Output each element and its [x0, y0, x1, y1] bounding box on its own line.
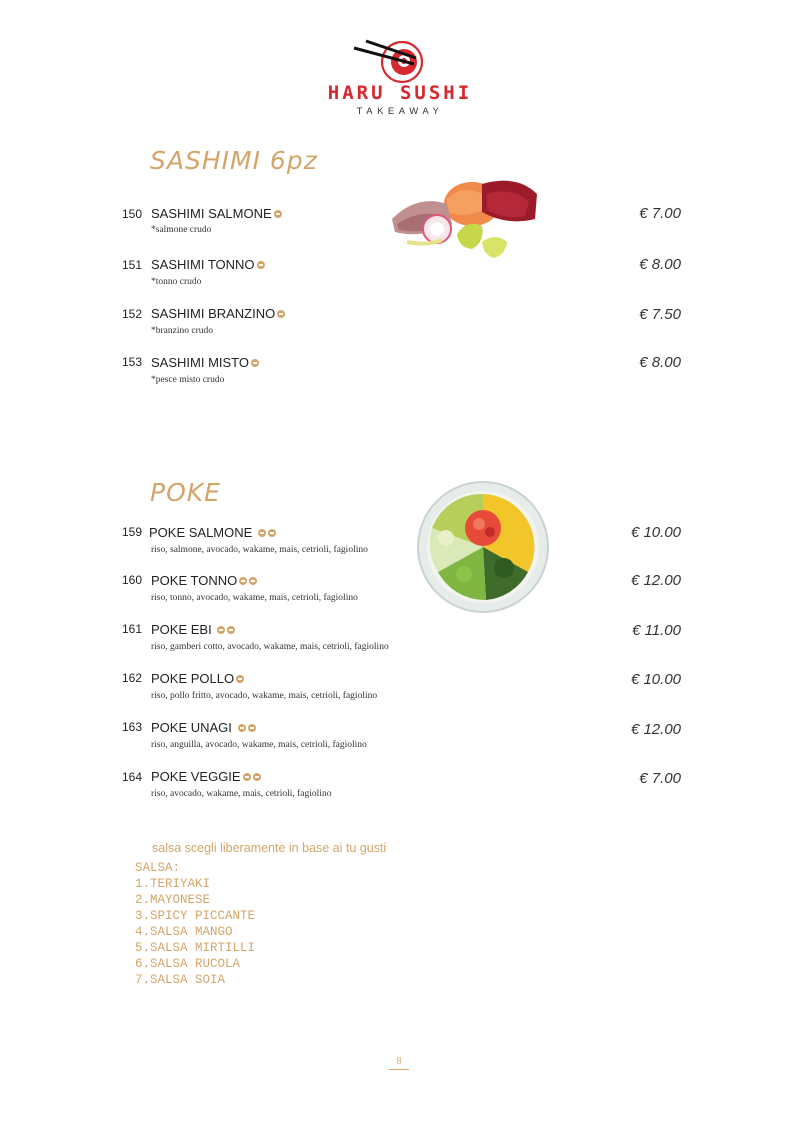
- item-price: € 8.00: [639, 354, 681, 371]
- item-number: 152: [122, 307, 143, 321]
- page-number: 8: [389, 1056, 409, 1070]
- item-number: 160: [122, 573, 143, 587]
- section-title-sashimi: SASHIMI 6pz: [150, 146, 318, 175]
- raw-icon: [274, 210, 282, 218]
- item-price: € 11.00: [632, 622, 681, 639]
- item-price: € 7.50: [639, 306, 681, 323]
- raw-icon: [277, 310, 285, 318]
- item-description: *salmone crudo: [151, 225, 212, 235]
- item-description: riso, salmone, avocado, wakame, mais, cetrioli, fagiolino: [151, 545, 368, 555]
- item-number: 150: [122, 207, 143, 221]
- item-number: 153: [122, 355, 143, 369]
- item-name: SASHIMI MISTO: [151, 355, 259, 370]
- item-description: *tonno crudo: [151, 277, 202, 287]
- raw-icon: [251, 359, 259, 367]
- item-description: riso, gamberi cotto, avocado, wakame, mais, cetrioli, fagiolino: [151, 642, 389, 652]
- item-name: SASHIMI SALMONE: [151, 206, 282, 221]
- item-number: 159: [122, 525, 143, 539]
- item-number: 161: [122, 622, 143, 636]
- item-description: riso, tonno, avocado, wakame, mais, cetrioli, fagiolino: [151, 593, 358, 603]
- salsa-option: 5.SALSA MIRTILLI: [135, 941, 256, 955]
- section-title-poke: POKE: [150, 478, 221, 507]
- item-description: *branzino crudo: [151, 326, 213, 336]
- salsa-option: 7.SALSA SOIA: [135, 973, 226, 987]
- item-name: POKE VEGGIE: [151, 769, 261, 784]
- raw-icon: [238, 724, 246, 732]
- item-description: riso, anguilla, avocado, wakame, mais, cetrioli, fagiolino: [151, 740, 367, 750]
- gluten-icon: [227, 626, 235, 634]
- gluten-icon: [248, 724, 256, 732]
- item-price: € 10.00: [630, 671, 681, 688]
- gluten-icon: [249, 577, 257, 585]
- item-description: *pesce misto crudo: [151, 375, 225, 385]
- salsa-option: 1.TERIYAKI: [135, 877, 211, 891]
- raw-icon: [239, 577, 247, 585]
- item-name: POKE SALMONE: [149, 525, 276, 540]
- salsa-option: 2.MAYONESE: [135, 893, 211, 907]
- item-price: € 10.00: [630, 524, 681, 541]
- vegetarian-icon: [253, 773, 261, 781]
- salsa-option: 4.SALSA MANGO: [135, 925, 233, 939]
- item-price: € 7.00: [639, 770, 681, 787]
- item-number: 151: [122, 258, 143, 272]
- item-name: POKE EBI: [151, 622, 235, 637]
- item-name: SASHIMI TONNO: [151, 257, 265, 272]
- item-price: € 8.00: [639, 256, 681, 273]
- item-description: riso, avocado, wakame, mais, cetrioli, fagiolino: [151, 789, 332, 799]
- shrimp-icon: [217, 626, 225, 634]
- item-number: 164: [122, 770, 143, 784]
- brand-name: HARU SUSHI: [327, 82, 473, 104]
- gluten-icon: [268, 529, 276, 537]
- sushi-roll-chopsticks-logo: [320, 36, 480, 84]
- raw-icon: [258, 529, 266, 537]
- salsa-option: 3.SPICY PICCANTE: [135, 909, 256, 923]
- salsa-heading: SALSA:: [135, 861, 181, 875]
- item-price: € 12.00: [630, 721, 681, 738]
- item-number: 162: [122, 671, 143, 685]
- salsa-list: [135, 860, 255, 988]
- gluten-icon: [236, 675, 244, 683]
- item-name: POKE UNAGI: [151, 720, 256, 735]
- raw-icon: [257, 261, 265, 269]
- item-number: 163: [122, 720, 143, 734]
- brand-logo: [320, 36, 480, 126]
- item-description: riso, pollo fritto, avocado, wakame, mais, cetrioli, fagiolino: [151, 691, 378, 701]
- gluten-icon: [243, 773, 251, 781]
- item-name: POKE TONNO: [151, 573, 257, 588]
- salsa-note: salsa scegli liberamente in base ai tu gusti: [152, 841, 387, 855]
- item-name: SASHIMI BRANZINO: [151, 306, 285, 321]
- item-price: € 12.00: [630, 572, 681, 589]
- sashimi-platter-image: [387, 164, 547, 274]
- item-price: € 7.00: [639, 205, 681, 222]
- poke-bowl-image: [416, 480, 550, 614]
- item-name: POKE POLLO: [151, 671, 244, 686]
- salsa-option: 6.SALSA RUCOLA: [135, 957, 241, 971]
- brand-subtitle: TAKEAWAY: [356, 106, 444, 117]
